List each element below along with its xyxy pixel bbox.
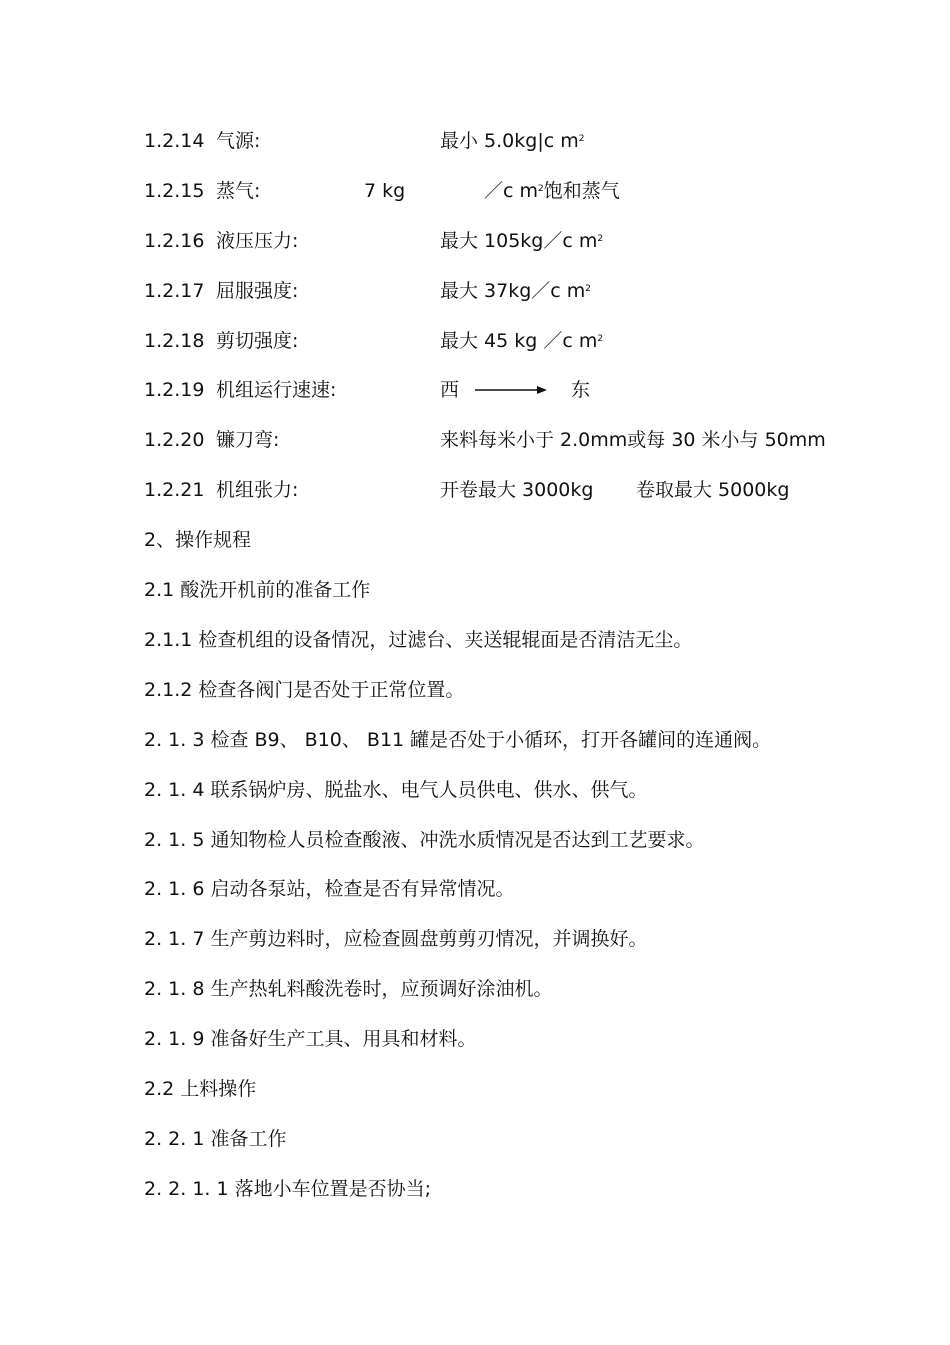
- spec-value: 最大 37kg／c $m^2$: [440, 280, 592, 302]
- spec-value-recoiler: 卷取最大 5000kg: [636, 479, 790, 501]
- spec-number: 1.2.18: [144, 330, 205, 352]
- spec-value: 7 kg: [364, 180, 406, 202]
- procedure-step: 2.1.1 检查机组的设备情况，过滤台、夹送辊辊面是否清洁无尘。: [144, 629, 693, 651]
- spec-value: 最大 105kg／c $m^2$: [440, 230, 604, 252]
- subsection-heading: 2.1 酸洗开机前的准备工作: [144, 579, 371, 601]
- direction-to: 东: [571, 379, 591, 401]
- procedure-step: 2. 1. 7 生产剪边料时，应检查圆盘剪剪刃情况，并调换好。: [144, 928, 648, 950]
- spec-label: 屈服强度:: [216, 280, 299, 302]
- spec-value-uncoiler: 开卷最大 3000kg: [440, 479, 594, 501]
- spec-label: 剪切强度:: [216, 330, 299, 352]
- spec-number: 1.2.19: [144, 379, 205, 401]
- spec-label: 机组张力:: [216, 479, 299, 501]
- spec-label: 镰刀弯:: [216, 429, 280, 451]
- procedure-step: 2. 2. 1 准备工作: [144, 1128, 287, 1150]
- procedure-step: 2. 1. 5 通知物检人员检查酸液、冲洗水质情况是否达到工艺要求。: [144, 829, 705, 851]
- spec-value: 最小 5.0kg|c $m^2$: [440, 130, 585, 152]
- spec-number: 1.2.15: [144, 180, 205, 202]
- section-heading: 2、操作规程: [144, 529, 252, 551]
- spec-number: 1.2.20: [144, 429, 205, 451]
- spec-label: 液压压力:: [216, 230, 299, 252]
- spec-value-direction: [440, 377, 590, 403]
- spec-number: 1.2.21: [144, 479, 205, 501]
- procedure-step: 2.1.2 检查各阀门是否处于正常位置。: [144, 679, 465, 701]
- direction-from: 西: [440, 379, 460, 401]
- spec-value: 最大 45 kg ／c $m^2$: [440, 330, 604, 352]
- spec-label: 机组运行速速:: [216, 379, 337, 401]
- spec-number: 1.2.14: [144, 130, 205, 152]
- procedure-step: 2. 1. 6 启动各泵站，检查是否有异常情况。: [144, 878, 515, 900]
- procedure-step: 2. 1. 4 联系锅炉房、脱盐水、电气人员供电、供水、供气。: [144, 779, 648, 801]
- procedure-step: 2. 2. 1. 1 落地小车位置是否协当;: [144, 1178, 432, 1200]
- spec-value: 来料每米小于 2.0mm或每 30 米小与 50mm: [440, 429, 826, 451]
- procedure-step: 2. 1. 9 准备好生产工具、用具和材料。: [144, 1028, 477, 1050]
- procedure-step: 2. 1. 8 生产热轧料酸洗卷时，应预调好涂油机。: [144, 978, 553, 1000]
- spec-number: 1.2.16: [144, 230, 205, 252]
- procedure-step: 2. 1. 3 检查 B9、 B10、 B11 罐是否处于小循环，打开各罐间的连通阀。: [144, 729, 772, 751]
- spec-value-unit: ／c $m^2$饱和蒸气: [484, 180, 620, 202]
- spec-label: 气源:: [216, 130, 261, 152]
- subsection-heading: 2.2 上料操作: [144, 1078, 257, 1100]
- right-arrow-icon: [475, 377, 547, 403]
- spec-number: 1.2.17: [144, 280, 205, 302]
- spec-label: 蒸气:: [216, 180, 261, 202]
